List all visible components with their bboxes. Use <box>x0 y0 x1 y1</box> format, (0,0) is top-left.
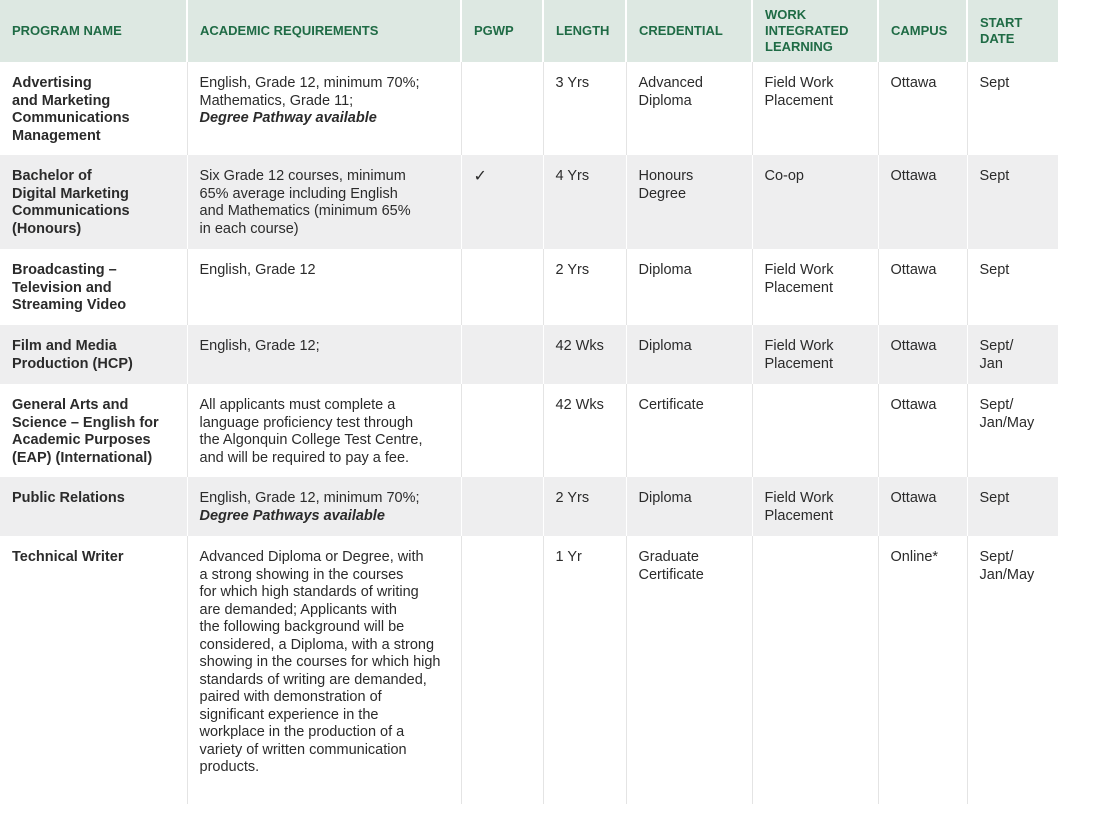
academic-requirements-cell <box>187 62 461 155</box>
academic-text: English, Grade 12, minimum 70%; Mathematics, Grade 11; <box>199 75 420 109</box>
program-name-cell: Advertising and Marketing Communications Management <box>0 62 187 155</box>
header-campus: CAMPUS <box>878 0 967 62</box>
header-program-name: PROGRAM NAME <box>0 0 187 62</box>
credential-cell: Advanced Diploma <box>626 62 752 155</box>
academic-requirements-cell: Advanced Diploma or Degree, with a strong showing in the courses for which high standards of writing are demanded; Applicants with the following background will be considered, a Diploma, with a strong showing in the courses for which high standards of writing are demanded, paired with demonstration of significant experience in the workplace in the production of a variety of written communication products. <box>187 536 461 804</box>
campus-cell: Ottawa <box>878 325 967 384</box>
wil-cell: Field Work Placement <box>752 477 878 536</box>
wil-cell: Field Work Placement <box>752 62 878 155</box>
wil-cell: Field Work Placement <box>752 249 878 325</box>
credential-cell: Certificate <box>626 384 752 477</box>
pgwp-cell <box>461 384 543 477</box>
wil-cell <box>752 384 878 477</box>
program-name-cell: General Arts and Science – English for Academic Purposes (EAP) (International) <box>0 384 187 477</box>
academic-requirements-cell: English, Grade 12; <box>187 325 461 384</box>
length-cell: 2 Yrs <box>543 249 626 325</box>
academic-requirements-cell: Six Grade 12 courses, minimum 65% average including English and Mathematics (minimum 65% in each course) <box>187 155 461 249</box>
header-academic-requirements: ACADEMIC REQUIREMENTS <box>187 0 461 62</box>
start-date-cell: Sept/ Jan/May <box>979 549 1035 583</box>
program-name-cell: Broadcasting – Television and Streaming Video <box>0 249 187 325</box>
pgwp-cell <box>461 477 543 536</box>
header-length: LENGTH <box>543 0 626 62</box>
header-start-date: START DATE <box>967 0 1058 62</box>
pgwp-check-icon: ✓ <box>461 155 543 249</box>
academic-text: English, Grade 12, minimum 70%; <box>199 490 420 506</box>
campus-cell: Ottawa <box>878 155 967 249</box>
academic-requirements-cell: All applicants must complete a language proficiency test through the Algonquin College Test Centre, and will be required to pay a fee. <box>187 384 461 477</box>
campus-cell: Ottawa <box>878 384 967 477</box>
academic-requirements-cell <box>187 477 461 536</box>
start-date-cell: Sept <box>967 477 1058 536</box>
wil-cell <box>752 536 878 804</box>
header-pgwp: PGWP <box>461 0 543 62</box>
credential-cell: Graduate Certificate <box>626 536 752 804</box>
pgwp-cell <box>461 536 543 804</box>
start-date-cell: Sept <box>979 75 1010 91</box>
length-cell: 3 Yrs <box>543 62 626 155</box>
table-row <box>0 477 1058 536</box>
academic-requirements-cell: English, Grade 12 <box>187 249 461 325</box>
length-cell: 2 Yrs <box>543 477 626 536</box>
table-row <box>0 325 1058 384</box>
length-cell: 1 Yr <box>543 536 626 804</box>
credential-cell: Diploma <box>626 249 752 325</box>
start-date-cell: Sept/ Jan/May <box>979 397 1035 431</box>
program-name-cell: Film and Media Production (HCP) <box>0 325 187 384</box>
start-date-cell: Sept/ Jan <box>967 325 1058 384</box>
degree-pathway-note: Degree Pathways available <box>199 507 385 524</box>
program-name-cell: Public Relations <box>0 477 187 536</box>
table-row <box>0 249 1058 325</box>
length-cell: 42 Wks <box>543 384 626 477</box>
credential-cell: Diploma <box>626 325 752 384</box>
campus-cell: Ottawa <box>878 477 967 536</box>
length-cell: 4 Yrs <box>543 155 626 249</box>
pgwp-cell <box>461 325 543 384</box>
table-row <box>0 62 1058 155</box>
header-work-integrated-learning: WORK INTEGRATED LEARNING <box>752 0 878 62</box>
program-name-cell: Technical Writer <box>0 536 187 804</box>
campus-cell: Ottawa <box>878 62 967 155</box>
header-row <box>0 0 1058 62</box>
credential-cell: Honours Degree <box>626 155 752 249</box>
campus-cell: Ottawa <box>878 249 967 325</box>
start-date-cell: Sept <box>979 262 1010 278</box>
start-date-cell: Sept <box>967 155 1058 249</box>
program-name-cell: Bachelor of Digital Marketing Communications (Honours) <box>0 155 187 249</box>
credential-cell: Diploma <box>626 477 752 536</box>
header-credential: CREDENTIAL <box>626 0 752 62</box>
wil-cell: Field Work Placement <box>752 325 878 384</box>
table-row <box>0 536 1058 804</box>
pgwp-cell <box>461 249 543 325</box>
degree-pathway-note: Degree Pathway available <box>199 110 377 126</box>
campus-cell: Online* <box>878 536 967 804</box>
wil-cell: Co-op <box>752 155 878 249</box>
table-row <box>0 384 1058 477</box>
length-cell: 42 Wks <box>543 325 626 384</box>
table-row <box>0 155 1058 249</box>
pgwp-cell <box>461 62 543 155</box>
